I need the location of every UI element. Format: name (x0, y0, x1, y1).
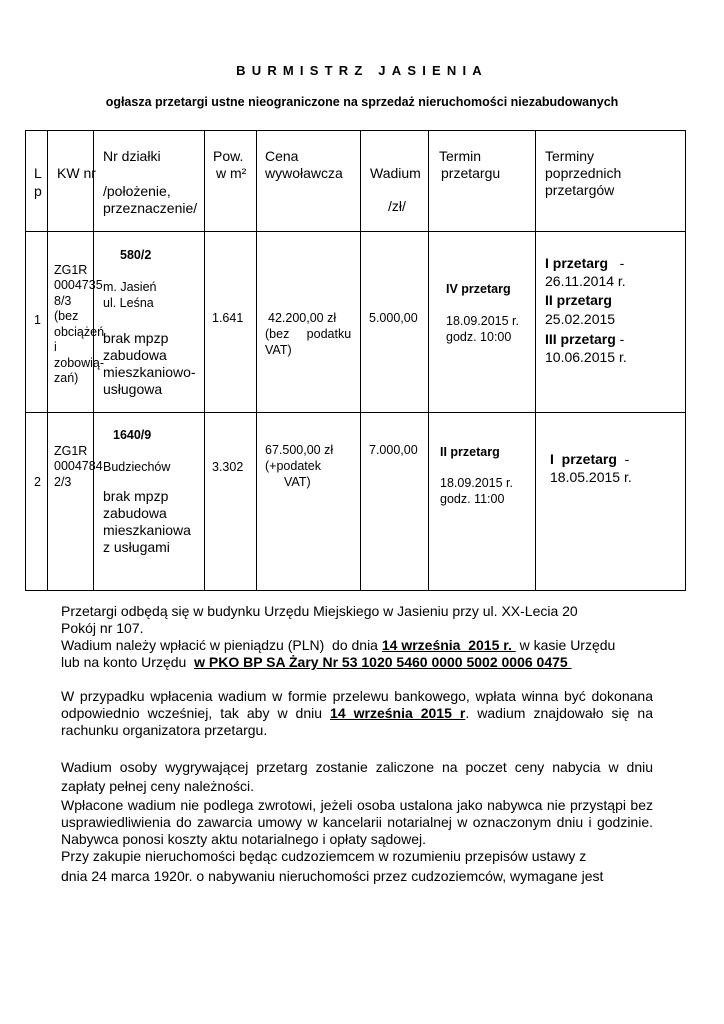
row1-purpose-1: brak mpzp (103, 330, 169, 346)
header-terminy-2: poprzednich (545, 165, 622, 181)
row1-pow: 1.641 (212, 311, 244, 325)
row2-previous: I przetarg - 18.05.2015 r. (550, 451, 632, 485)
header-lp-p: p (34, 183, 42, 199)
row2-termin-label: II przetarg (440, 445, 500, 459)
table-header-row (26, 131, 686, 232)
header-dzialka-2: /położenie, (103, 183, 171, 199)
table-row (26, 413, 686, 591)
row1-location-2: ul. Leśna (103, 296, 154, 310)
transfer-date: 14 września 2015 r (330, 705, 466, 721)
row1-purpose-3: mieszkaniowo- (103, 364, 196, 380)
row2-pow: 3.302 (212, 460, 244, 474)
row2-lp: 2 (34, 475, 41, 489)
header-cena-1: Cena (265, 148, 299, 164)
row1-purpose-2: zabudowa (103, 347, 167, 363)
row1-termin-time: godz. 10:00 (446, 330, 512, 344)
row2-purpose-4: z usługami (103, 539, 170, 555)
row2-cena: 67.500,00 zł (+podatek VAT) (265, 443, 334, 489)
row2-termin-date: 18.09.2015 r. (440, 476, 513, 490)
header-termin-1: Termin (439, 148, 482, 164)
row2-termin-time: godz. 11:00 (440, 492, 505, 506)
paragraph-foreigners: Przy zakupie nieruchomości będąc cudzoziemcem w rozumieniu przepisów ustawy z dnia 24 marca 1920r. o nabywaniu nieruchomości przez cudzoziemców, wymagane jest (61, 848, 604, 884)
page-title: BURMISTRZ JASIENIA (236, 63, 488, 78)
row1-location-1: m. Jasień (103, 280, 157, 294)
row2-dzialka-nr: 1640/9 (113, 428, 152, 442)
row2-purpose-3: mieszkaniowa (103, 522, 191, 538)
header-pow-2: w m² (216, 165, 247, 181)
row2-purpose-1: brak mpzp (103, 488, 169, 504)
row1-termin-label: IV przetarg (446, 282, 511, 296)
auction-table (25, 130, 686, 591)
paragraph-deposit: Wadium osoby wygrywającej przetarg zostanie zaliczone na poczet ceny nabycia w dniu zapłaty pełnej ceny należności. (61, 759, 653, 794)
row1-dzialka-nr: 580/2 (120, 248, 152, 262)
header-wadium-2: /zł/ (388, 198, 406, 214)
header-dzialka-1: Nr działki (103, 148, 161, 164)
header-terminy-1: Terminy (545, 148, 595, 164)
row1-previous: I przetarg - 26.11.2014 r. II przetarg 25.02.2015 III przetarg - 10.06.2015 r. (545, 255, 627, 365)
row1-termin-date: 18.09.2015 r. (446, 314, 519, 328)
row1-cena: 42.200,00 zł (bez podatku VAT) (265, 311, 352, 357)
header-lp-l: L (34, 165, 42, 181)
table-row (26, 232, 686, 413)
header-pow-1: Pow. (213, 148, 244, 164)
row1-lp: 1 (34, 313, 41, 327)
header-cena-2: wywoławcza (265, 165, 343, 181)
row1-wadium: 5.000,00 (369, 311, 418, 325)
deadline-date: 14 września 2015 r. (381, 637, 516, 653)
page-subtitle: ogłasza przetargi ustne nieograniczone na sprzedaż nieruchomości niezabudowanych (105, 95, 619, 109)
header-wadium-1: Wadium (370, 165, 421, 181)
row2-wadium: 7.000,00 (369, 443, 418, 457)
row2-purpose-2: zabudowa (103, 505, 167, 521)
header-kw: KW nr (57, 165, 96, 181)
paragraph-location: Przetargi odbędą się w budynku Urzędu Miejskiego w Jasieniu przy ul. XX-Lecia 20 Pokój nr 107. Wadium należy wpłacić w pieniądzu (PLN) do dnia 14 września 2015 r. w kasie Urzędu lub na konto Urzędu w PKO BP SA Żary Nr 53 1020 5460 0000 5002 0006 0475 (61, 603, 616, 670)
paragraph-refund: Wpłacone wadium nie podlega zwrotowi, jeżeli osoba ustalona jako nabywca nie przystąpi bez usprawiedliwienia do zawarcia umowy w kancelarii notarialnej w oznaczonym dniu i godzinie. Nabywca ponosi koszty aktu notarialnego i opłaty sądowej. (61, 797, 653, 847)
row2-location-1: Budziechów (103, 460, 171, 474)
header-dzialka-3: przeznaczenie/ (103, 200, 198, 216)
row1-kw: ZG1R 0004735 8/3 (bez obciążeń i zobowią- zań) (54, 263, 105, 385)
header-termin-2: przetargu (441, 165, 501, 181)
bank-account: w PKO BP SA Żary Nr 53 1020 5460 0000 5002 0006 0475 (194, 654, 572, 670)
paragraph-transfer: W przypadku wpłacenia wadium w formie przelewu bankowego, wpłata winna być dokonana odpowiednio wcześniej, tak aby w dniu 14 września 2015 r. wadium znajdowało się na rachunku organizatora przetargu. (61, 688, 653, 738)
row2-kw: ZG1R 0004784 2/3 (54, 444, 103, 489)
header-terminy-3: przetargów (545, 182, 615, 198)
row1-purpose-4: usługowa (103, 381, 163, 397)
